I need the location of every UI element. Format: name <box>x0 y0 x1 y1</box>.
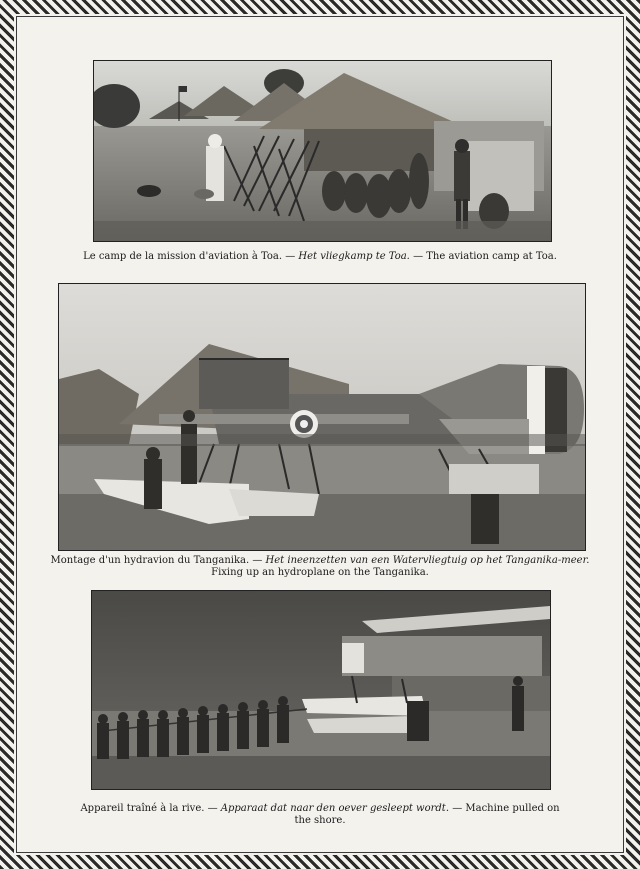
caption-machine-pulled-shore-fr: Appareil traîné à la rive. — <box>80 803 218 814</box>
photo-aviation-camp <box>93 60 552 242</box>
photo-aviation-camp-image <box>94 61 551 241</box>
caption-aviation-camp-fr: Le camp de la mission d'aviation à Toa. — <box>83 251 296 262</box>
caption-hydroplane-assembly-en: Fixing up an hydroplane on the Tanganika. <box>211 567 429 578</box>
caption-hydroplane-assembly <box>40 555 600 579</box>
photo-hydroplane-assembly <box>58 283 586 551</box>
caption-machine-pulled-shore <box>80 803 560 827</box>
caption-aviation-camp-nl: Het vliegkamp te Toa. <box>298 251 410 262</box>
caption-aviation-camp-en: — The aviation camp at Toa. <box>413 251 557 262</box>
caption-hydroplane-assembly-fr: Montage d'un hydravion du Tanganika. — <box>50 555 263 566</box>
photo-hydroplane-assembly-image <box>59 284 585 550</box>
caption-aviation-camp <box>60 251 580 263</box>
photo-machine-pulled-shore <box>91 590 551 790</box>
caption-hydroplane-assembly-nl: Het ineenzetten van een Watervliegtuig op het Tanganika-meer. <box>265 555 590 566</box>
photo-machine-pulled-shore-image <box>92 591 550 789</box>
caption-machine-pulled-shore-nl: Apparaat dat naar den oever gesleept wordt. <box>220 803 449 814</box>
caption-machine-pulled-shore-en: — Machine pulled on the shore. <box>294 803 560 826</box>
